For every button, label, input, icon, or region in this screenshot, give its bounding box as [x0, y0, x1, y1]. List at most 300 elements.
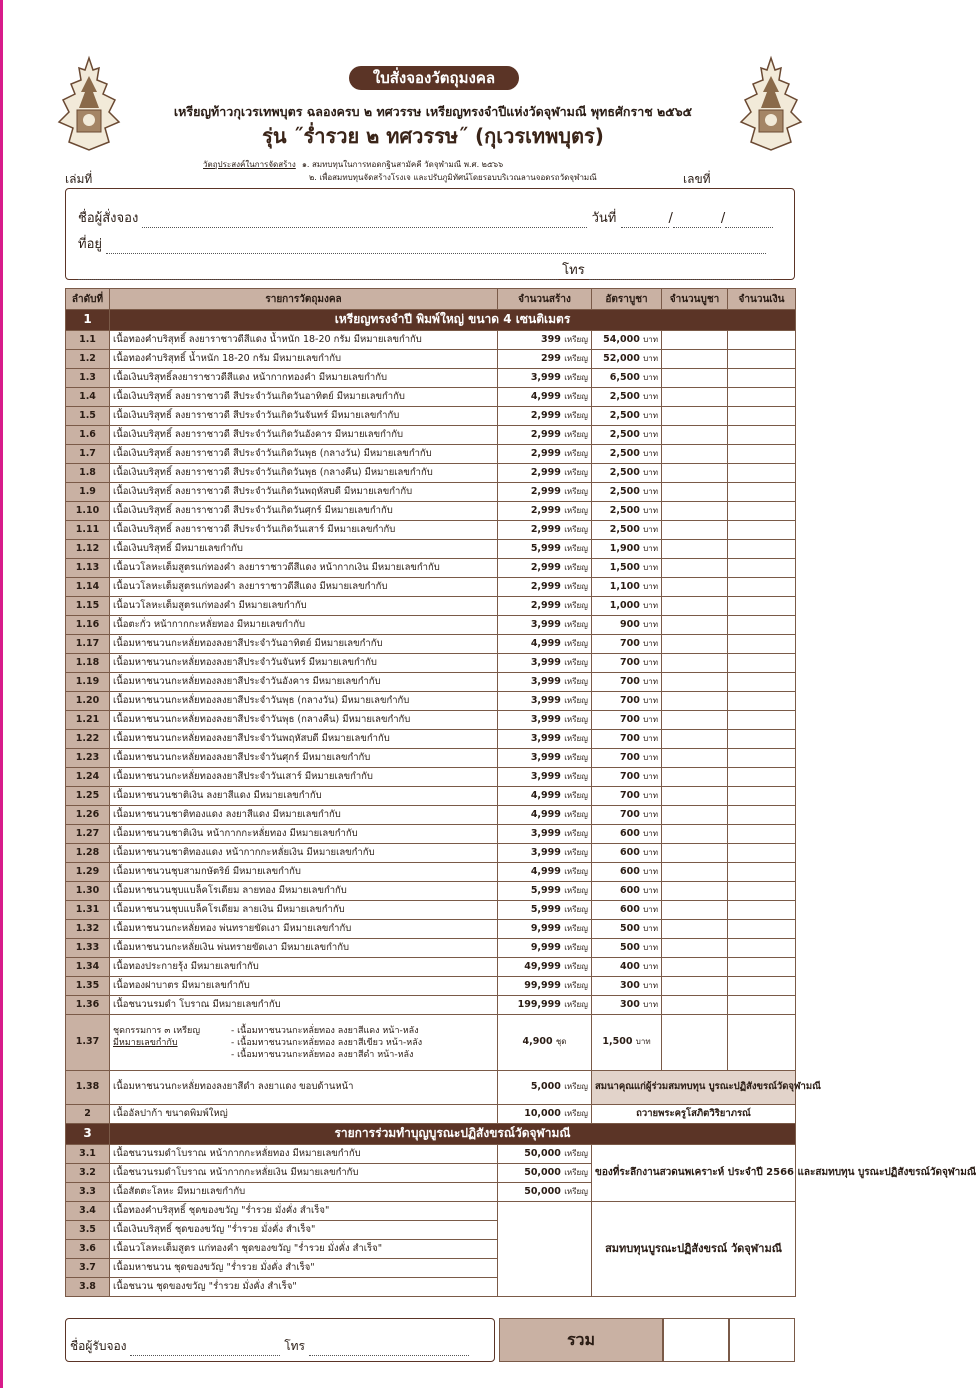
qty-cell[interactable] [662, 749, 728, 768]
price-value: 600 [620, 827, 640, 839]
table-row [66, 350, 796, 369]
table-row [66, 901, 796, 920]
row-name: เนื้อมหาชนวนกะหลั่ยทองลงยาสีประจำวันอาทิตย์ มีหมายเลขกำกับ [110, 635, 498, 654]
row-count [498, 977, 592, 996]
row-no: 1.9 [66, 483, 110, 502]
row-price [592, 996, 662, 1015]
amount-cell[interactable] [728, 388, 796, 407]
qty-cell[interactable] [662, 578, 728, 597]
amount-cell[interactable] [728, 977, 796, 996]
row-price [592, 768, 662, 787]
unit: บาท [643, 923, 658, 933]
items-table [65, 288, 976, 1297]
amount-cell[interactable] [728, 331, 796, 350]
row-count [498, 901, 592, 920]
row-no: 1.31 [66, 901, 110, 920]
row-count [498, 445, 592, 464]
amount-cell[interactable] [728, 559, 796, 578]
unit: เหรียญ [564, 391, 588, 401]
receiver-phone-field[interactable] [309, 1355, 469, 1356]
price-value: 2,500 [609, 409, 640, 421]
qty-cell[interactable] [662, 350, 728, 369]
amount-cell[interactable] [728, 597, 796, 616]
date-month-field[interactable] [673, 227, 721, 228]
row-price [592, 483, 662, 502]
amount-cell[interactable] [728, 616, 796, 635]
qty-cell[interactable] [662, 654, 728, 673]
qty-cell[interactable] [662, 901, 728, 920]
unit: เหรียญ [564, 961, 588, 971]
count-value: 3,999 [530, 694, 561, 706]
address-field[interactable] [106, 253, 766, 254]
row-count [498, 958, 592, 977]
qty-cell[interactable] [662, 692, 728, 711]
purpose-1: ๑. สมทบทุนในการทอดกฐินสามัคคี วัดจุฬามณี พ.ศ. ๒๕๖๖ [301, 160, 504, 169]
row-price [592, 502, 662, 521]
table-row [66, 958, 796, 977]
row-count [498, 711, 592, 730]
row-name: เนื้อมหาชนวนกะหลั่ยทองลงยาสีประจำวันพุธ (กลางคืน) มีหมายเลขกำกับ [110, 711, 498, 730]
qty-cell[interactable] [662, 407, 728, 426]
qty-cell[interactable] [662, 426, 728, 445]
row-no: 1.20 [66, 692, 110, 711]
count-value: 4,999 [530, 390, 561, 402]
price-value: 700 [620, 656, 640, 668]
qty-cell[interactable] [662, 882, 728, 901]
count-value: 2,999 [530, 428, 561, 440]
amount-cell[interactable] [728, 768, 796, 787]
qty-cell[interactable] [662, 806, 728, 825]
count-value: 3,999 [530, 751, 561, 763]
row-name: เนื้อมหาชนวนชาติเงิน ลงยาสีแดง มีหมายเลขกำกับ [110, 787, 498, 806]
unit: เหรียญ [564, 562, 588, 572]
orderer-field[interactable] [142, 227, 587, 228]
row-no: 1.2 [66, 350, 110, 369]
count-value: 2,999 [530, 466, 561, 478]
row-count [498, 578, 592, 597]
unit: บาท [643, 790, 658, 800]
unit: เหรียญ [564, 733, 588, 743]
row-count [498, 1145, 592, 1164]
row-count [498, 825, 592, 844]
amount-cell[interactable] [728, 787, 796, 806]
count-value: 4,900 [522, 1036, 553, 1048]
unit: บาท [643, 353, 658, 363]
row-no: 1.4 [66, 388, 110, 407]
row-no: 1.13 [66, 559, 110, 578]
unit: เหรียญ [564, 372, 588, 382]
unit: เหรียญ [564, 600, 588, 610]
row-no: 1.3 [66, 369, 110, 388]
row-no: 1.30 [66, 882, 110, 901]
unit: บาท [643, 600, 658, 610]
count-value: 3,999 [530, 618, 561, 630]
unit: บาท [643, 524, 658, 534]
unit: บาท [643, 429, 658, 439]
qty-cell[interactable] [662, 597, 728, 616]
row-price [592, 350, 662, 369]
row-name: เนื้อมหาชนวนชุบสามกษัตริย์ มีหมายเลขกำกับ [110, 863, 498, 882]
price-value: 2,500 [609, 390, 640, 402]
row-no: 1.17 [66, 635, 110, 654]
row-no: 1.33 [66, 939, 110, 958]
set-item: - เนื้อมหาชนวนกะหลั่ยทอง ลงยาสีเขียว หน้า-หลัง [231, 1037, 423, 1048]
date-year-field[interactable] [725, 227, 773, 228]
count-value: 99,999 [524, 979, 561, 991]
row-name: เนื้อมหาชนวนกะหลั่ยทองลงยาสีประจำวันพุธ (กลางวัน) มีหมายเลขกำกับ [110, 692, 498, 711]
row-price [592, 920, 662, 939]
qty-cell[interactable] [662, 483, 728, 502]
amount-cell[interactable] [728, 749, 796, 768]
row-no: 3.3 [66, 1183, 110, 1202]
qty-cell[interactable] [662, 540, 728, 559]
table-row [66, 768, 796, 787]
row-price [592, 825, 662, 844]
section-header [66, 310, 796, 331]
row-name: เนื้อเงินบริสุทธิ์ ลงยาราชาวดี สีประจำวันเกิดวันเสาร์ มีหมายเลขกำกับ [110, 521, 498, 540]
purpose-label: วัตถุประสงค์ในการจัดสร้าง [203, 160, 296, 169]
phone-field[interactable] [589, 279, 773, 280]
unit: บาท [643, 619, 658, 629]
table-row [66, 635, 796, 654]
table-row [66, 863, 796, 882]
row-name: เนื้อมหาชนวน ชุดของขวัญ "ร่ำรวย มั่งคั่ง สำเร็จ" [110, 1259, 498, 1278]
amount-cell[interactable] [728, 350, 796, 369]
row-name: เนื้อทองคำบริสุทธิ์ ชุดของขวัญ "ร่ำรวย มั่งคั่ง สำเร็จ" [110, 1202, 498, 1221]
qty-cell[interactable] [662, 711, 728, 730]
unit: บาท [643, 999, 658, 1009]
row-name: เนื้อมหาชนวนกะหลั่ยทองลงยาสีประจำวันศุกร์ มีหมายเลขกำกับ [110, 749, 498, 768]
row-price [592, 559, 662, 578]
amount-cell[interactable] [728, 825, 796, 844]
price-value: 900 [620, 618, 640, 630]
receiver-box [65, 1318, 495, 1362]
amount-cell[interactable] [728, 711, 796, 730]
row-count [498, 1164, 592, 1183]
count-value: 50,000 [524, 1147, 561, 1159]
table-row [66, 977, 796, 996]
amount-cell[interactable] [728, 426, 796, 445]
row-name: เนื้อทองคำบริสุทธิ์ น้ำหนัก 18-20 กรัม มีหมายเลขกำกับ [110, 350, 498, 369]
col-price: อัตราบูชา [592, 289, 662, 310]
table-row [66, 673, 796, 692]
col-count: จำนวนสร้าง [498, 289, 592, 310]
unit: บาท [643, 980, 658, 990]
row-no: 1.5 [66, 407, 110, 426]
amount-cell[interactable] [728, 939, 796, 958]
qty-cell[interactable] [662, 730, 728, 749]
row-price [592, 331, 662, 350]
amount-cell[interactable] [728, 407, 796, 426]
unit: บาท [643, 391, 658, 401]
unit: เหรียญ [564, 524, 588, 534]
unit: บาท [643, 695, 658, 705]
unit: เหรียญ [564, 334, 588, 344]
row-note: สมนาคุณแก่ผู้ร่วมสมทบทุน บูรณะปฏิสังขรณ์วัดจุฬามณี [592, 1071, 796, 1105]
price-value: 2,500 [609, 485, 640, 497]
price-value: 52,000 [603, 352, 640, 364]
row-count [498, 369, 592, 388]
price-value: 300 [620, 998, 640, 1010]
row-no: 1.14 [66, 578, 110, 597]
unit: เหรียญ [564, 942, 588, 952]
row-no: 1.18 [66, 654, 110, 673]
number-label: เลขที่ [683, 172, 711, 186]
row-count [498, 1202, 592, 1297]
price-value: 1,100 [609, 580, 640, 592]
row-price [592, 369, 662, 388]
row-price [592, 939, 662, 958]
amount-cell[interactable] [728, 445, 796, 464]
qty-cell[interactable] [662, 331, 728, 350]
unit: เหรียญ [564, 638, 588, 648]
qty-cell[interactable] [662, 464, 728, 483]
table-row [66, 445, 796, 464]
row-price [592, 901, 662, 920]
count-value: 399 [541, 333, 561, 345]
table-row [66, 578, 796, 597]
count-value: 2,999 [530, 504, 561, 516]
count-value: 5,000 [530, 1081, 561, 1093]
qty-cell[interactable] [662, 939, 728, 958]
row-name: เนื้อชนวนรมดำโบราณ หน้ากากกะหลั่ยเงิน มีหมายเลขกำกับ [110, 1164, 498, 1183]
row-no: 1.26 [66, 806, 110, 825]
row-name: เนื้อเงินบริสุทธิ์ ลงยาราชาวดี สีประจำวันเกิดวันจันทร์ มีหมายเลขกำกับ [110, 407, 498, 426]
row-name: เนื้อนวโลหะเต็มสูตร แก่ทองคำ ชุดของขวัญ "ร่ำรวย มั่งคั่ง สำเร็จ" [110, 1240, 498, 1259]
amount-cell[interactable] [728, 901, 796, 920]
qty-cell[interactable] [662, 768, 728, 787]
row-name: เนื้อมหาชนวนชาติทองแดง หน้ากากกะหลั่ยเงิน มีหมายเลขกำกับ [110, 844, 498, 863]
amount-cell[interactable] [728, 654, 796, 673]
unit: บาท [643, 467, 658, 477]
row-name: เนื้อมหาชนวนกะหลั่ยทอง พ่นทรายขัดเงา มีหมายเลขกำกับ [110, 920, 498, 939]
qty-cell[interactable] [662, 787, 728, 806]
temple-emblem-icon [735, 56, 807, 152]
row-count [498, 787, 592, 806]
orderer-form [65, 188, 795, 280]
amount-cell[interactable] [728, 578, 796, 597]
count-value: 10,000 [524, 1107, 561, 1119]
amount-cell[interactable] [728, 958, 796, 977]
price-value: 600 [620, 903, 640, 915]
table-row [66, 597, 796, 616]
row-no: 1.27 [66, 825, 110, 844]
qty-cell[interactable] [662, 920, 728, 939]
unit: เหรียญ [564, 828, 588, 838]
table-row [66, 1105, 796, 1124]
row-price [592, 730, 662, 749]
row-name: เนื้อมหาชนวนชาติเงิน หน้ากากกะหลั่ยทอง มีหมายเลขกำกับ [110, 825, 498, 844]
row-name: เนื้อมหาชนวนกะหลั่ยเงิน พ่นทรายขัดเงา มีหมายเลขกำกับ [110, 939, 498, 958]
qty-cell[interactable] [662, 635, 728, 654]
amount-cell[interactable] [728, 996, 796, 1015]
qty-cell[interactable] [662, 977, 728, 996]
price-value: 1,000 [609, 599, 640, 611]
amount-cell[interactable] [728, 920, 796, 939]
receiver-label: ชื่อผู้รับจอง [70, 1339, 127, 1353]
price-value: 300 [620, 979, 640, 991]
qty-cell[interactable] [662, 388, 728, 407]
qty-cell[interactable] [662, 521, 728, 540]
amount-cell[interactable] [728, 521, 796, 540]
row-count [498, 844, 592, 863]
unit: เหรียญ [564, 429, 588, 439]
row-price [592, 749, 662, 768]
qty-cell[interactable] [662, 673, 728, 692]
row-name: เนื้อมหาชนวนกะหลั่ยทองลงยาสีประจำวันจันทร์ มีหมายเลขกำกับ [110, 654, 498, 673]
table-row [66, 920, 796, 939]
unit: บาท [643, 543, 658, 553]
amount-cell[interactable] [728, 502, 796, 521]
row-price [592, 445, 662, 464]
amount-cell[interactable] [728, 692, 796, 711]
row-name: เนื้อเงินบริสุทธิ์ ลงยาราชาวดี สีประจำวันเกิดวันอาทิตย์ มีหมายเลขกำกับ [110, 388, 498, 407]
amount-cell[interactable] [728, 806, 796, 825]
qty-cell[interactable] [662, 844, 728, 863]
row-name: เนื้อนวโลหะเต็มสูตรแก่ทองคำ ลงยาราชาวดีสีแดง มีหมายเลขกำกับ [110, 578, 498, 597]
unit: เหรียญ [564, 581, 588, 591]
amount-cell[interactable] [728, 1015, 796, 1071]
unit: เหรียญ [564, 505, 588, 515]
qty-cell[interactable] [662, 863, 728, 882]
unit: บาท [643, 334, 658, 344]
row-no: 1.38 [66, 1071, 110, 1105]
col-amount: จำนวนเงิน [728, 289, 796, 310]
unit: บาท [643, 581, 658, 591]
row-no: 1.10 [66, 502, 110, 521]
count-value: 3,999 [530, 656, 561, 668]
row-price [592, 882, 662, 901]
amount-cell[interactable] [728, 673, 796, 692]
unit: บาท [643, 372, 658, 382]
row-no: 1.6 [66, 426, 110, 445]
row-count [498, 1105, 592, 1124]
qty-cell[interactable] [662, 369, 728, 388]
table-row [66, 331, 796, 350]
set-number-note: มีหมายเลขกำกับ [113, 1037, 178, 1048]
table-row [66, 787, 796, 806]
row-no: 3.5 [66, 1221, 110, 1240]
row-count [498, 388, 592, 407]
table-row [66, 426, 796, 445]
row-count [498, 768, 592, 787]
row-count [498, 882, 592, 901]
row-name: เนื้อมหาชนวนชุบแบล็คโรเดียม ลายเงิน มีหมายเลขกำกับ [110, 901, 498, 920]
price-value: 1,900 [609, 542, 640, 554]
count-value: 50,000 [524, 1166, 561, 1178]
row-name: เนื้อมหาชนวนกะหลั่ยทองลงยาสีประจำวันอังคาร มีหมายเลขกำกับ [110, 673, 498, 692]
qty-cell[interactable] [662, 616, 728, 635]
row-no: 1.19 [66, 673, 110, 692]
row-no: 1.7 [66, 445, 110, 464]
address-field-2[interactable] [78, 279, 558, 280]
count-value: 2,999 [530, 580, 561, 592]
qty-cell[interactable] [662, 1015, 728, 1071]
unit: เหรียญ [564, 771, 588, 781]
price-value: 2,500 [609, 466, 640, 478]
row-price [592, 673, 662, 692]
qty-cell[interactable] [662, 958, 728, 977]
row-name: เนื้อมหาชนวนชาติทองแดง ลงยาสีแดง มีหมายเลขกำกับ [110, 806, 498, 825]
amount-cell[interactable] [728, 464, 796, 483]
row-price [592, 426, 662, 445]
table-row [66, 730, 796, 749]
total-amount-cell[interactable] [729, 1318, 795, 1362]
count-value: 2,999 [530, 523, 561, 535]
row-count [498, 692, 592, 711]
price-value: 600 [620, 846, 640, 858]
price-value: 700 [620, 789, 640, 801]
qty-cell[interactable] [662, 445, 728, 464]
section-no: 3 [66, 1124, 110, 1145]
table-row [66, 749, 796, 768]
qty-cell[interactable] [662, 825, 728, 844]
table-row [66, 540, 796, 559]
table-row [66, 882, 796, 901]
amount-cell[interactable] [728, 730, 796, 749]
unit: เหรียญ [564, 410, 588, 420]
row-count [498, 1071, 592, 1105]
qty-cell[interactable] [662, 996, 728, 1015]
unit: เหรียญ [564, 695, 588, 705]
price-value: 2,500 [609, 523, 640, 535]
amount-cell[interactable] [728, 882, 796, 901]
unit: เหรียญ [564, 1108, 588, 1118]
unit: เหรียญ [564, 1167, 588, 1177]
amount-cell[interactable] [728, 635, 796, 654]
amount-cell[interactable] [728, 863, 796, 882]
table-row [66, 806, 796, 825]
unit: บาท [643, 410, 658, 420]
unit: บาท [643, 752, 658, 762]
row-note: สมทบทุนบูรณะปฏิสังขรณ์ วัดจุฬามณี [592, 1202, 796, 1297]
price-value: 1,500 [602, 1036, 633, 1048]
date-day-field[interactable] [621, 227, 669, 228]
unit: เหรียญ [564, 353, 588, 363]
count-value: 3,999 [530, 732, 561, 744]
row-count [498, 730, 592, 749]
total-qty-cell[interactable] [663, 1318, 729, 1362]
footer [65, 1318, 795, 1362]
price-value: 700 [620, 770, 640, 782]
row-no: 1.28 [66, 844, 110, 863]
count-value: 50,000 [524, 1185, 561, 1197]
row-price [592, 616, 662, 635]
unit: เหรียญ [564, 847, 588, 857]
unit: บาท [643, 714, 658, 724]
unit: เหรียญ [564, 999, 588, 1009]
unit: บาท [643, 847, 658, 857]
amount-cell[interactable] [728, 483, 796, 502]
qty-cell[interactable] [662, 502, 728, 521]
row-name: เนื้อเงินบริสุทธิ์ มีหมายเลขกำกับ [110, 540, 498, 559]
row-count [498, 502, 592, 521]
section-title: รายการร่วมทำบุญบูรณะปฏิสังขรณ์วัดจุฬามณี [110, 1124, 796, 1145]
unit: บาท [635, 1037, 651, 1047]
row-no: 1.8 [66, 464, 110, 483]
row-no: 3.6 [66, 1240, 110, 1259]
amount-cell[interactable] [728, 540, 796, 559]
amount-cell[interactable] [728, 369, 796, 388]
row-name: เนื้อสัตตะโลหะ มีหมายเลขกำกับ [110, 1183, 498, 1202]
price-value: 54,000 [603, 333, 640, 345]
unit: บาท [643, 828, 658, 838]
unit: เหรียญ [564, 657, 588, 667]
qty-cell[interactable] [662, 559, 728, 578]
amount-cell[interactable] [728, 844, 796, 863]
unit: บาท [643, 448, 658, 458]
receiver-field[interactable] [130, 1355, 280, 1356]
